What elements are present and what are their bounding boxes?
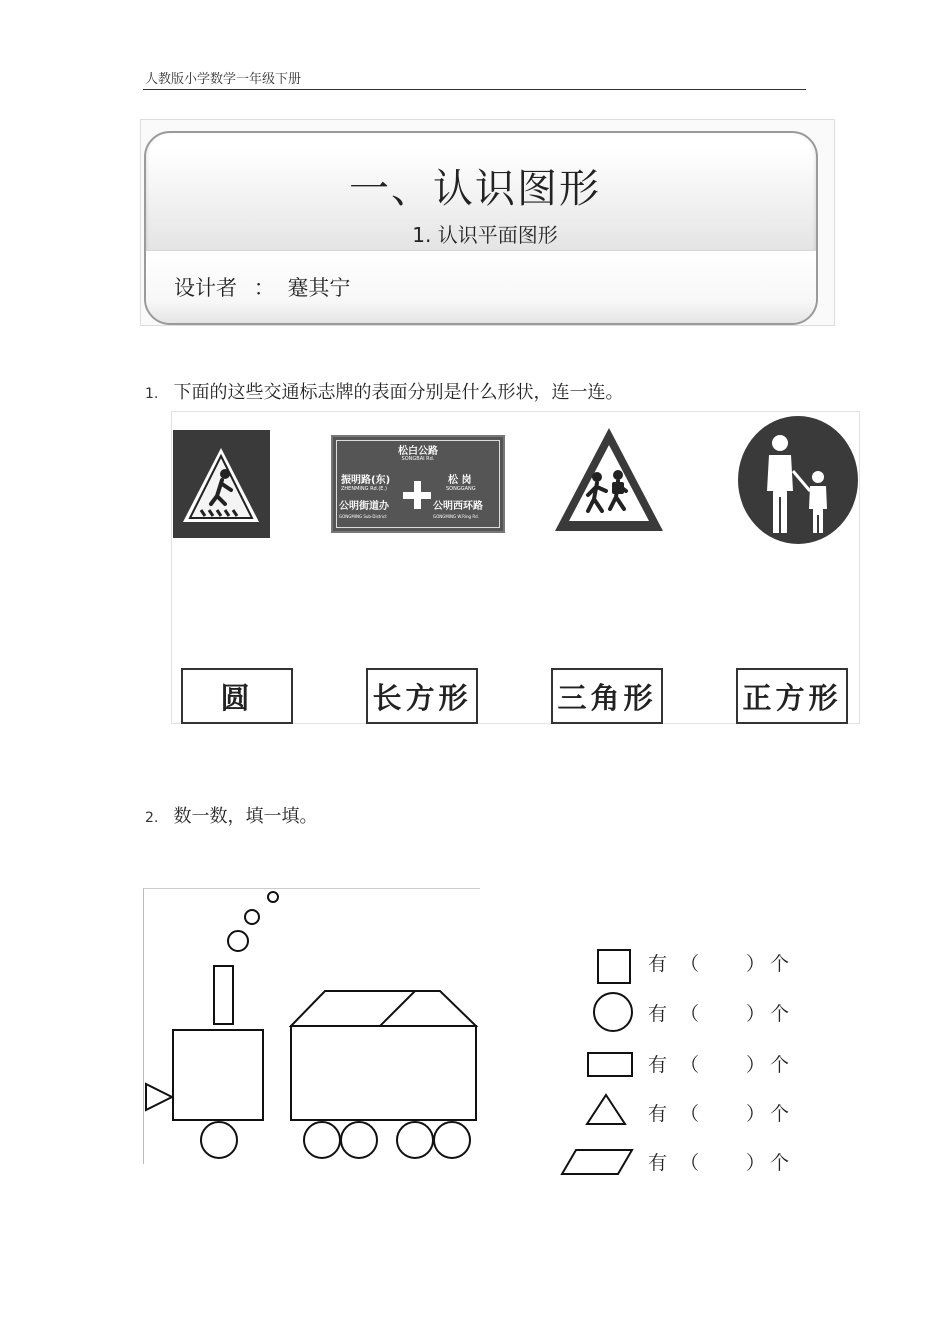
- guide-left-en2: GONGMING Sub-District: [339, 514, 387, 519]
- guide-right-en2: GONGMING W.Ring Rd.: [433, 514, 479, 519]
- designer-name: 蹇其宁: [287, 276, 351, 300]
- front-triangle: [146, 1084, 172, 1110]
- question-1-number: 1.: [145, 386, 159, 402]
- carriage-wheel-2: [341, 1122, 377, 1158]
- guide-left-en: ZHENMING Rd.(E.): [341, 486, 387, 492]
- count-close-paren: ）: [746, 953, 766, 975]
- count-open-paren: （: [680, 1003, 700, 1025]
- count-unit: 个: [770, 1103, 790, 1125]
- count-open-paren: （: [680, 1054, 700, 1076]
- engine-wheel: [201, 1122, 237, 1158]
- pedestrian-sign-icon: [737, 415, 859, 545]
- guide-top-cn: 松白公路: [398, 446, 438, 457]
- question-1: [145, 378, 623, 404]
- count-row-circle: [560, 996, 820, 1030]
- train-figure: [143, 888, 479, 1163]
- count-close-paren: ）: [746, 1054, 766, 1076]
- chapter-title: 一、认识图形: [349, 166, 601, 212]
- count-close-paren: ）: [746, 1003, 766, 1025]
- crosswalk-sign-icon: [173, 430, 270, 538]
- question-2-number: 2.: [145, 810, 159, 826]
- section-title: 1. 认识平面图形: [412, 223, 558, 247]
- count-unit: 个: [770, 1003, 790, 1025]
- count-unit: 个: [770, 1152, 790, 1174]
- triangle-icon: [584, 1092, 628, 1128]
- count-row-rectangle: [560, 1047, 820, 1081]
- running-header: 人教版小学数学一年级下册: [145, 72, 302, 87]
- count-row-triangle: [560, 1096, 820, 1130]
- answer-box-square[interactable]: 正方形: [736, 668, 848, 724]
- guide-top-en: SONGBAI Rd.: [401, 456, 435, 462]
- guide-right-cn2: 公明西环路: [433, 501, 483, 512]
- count-you-label: 有: [648, 1103, 668, 1125]
- square-icon: [594, 949, 634, 985]
- answer-box-circle[interactable]: 圆: [181, 668, 293, 724]
- count-open-paren: （: [680, 1152, 700, 1174]
- count-unit: 个: [770, 1054, 790, 1076]
- count-row-square: [560, 946, 820, 980]
- answer-box-rectangle[interactable]: 长方形: [366, 668, 478, 724]
- count-you-label: 有: [648, 953, 668, 975]
- count-close-paren: ）: [746, 1152, 766, 1174]
- guide-right-en: SONGGANG: [446, 486, 476, 492]
- guide-sign: [331, 435, 505, 533]
- school-crossing-sign-icon: [552, 425, 666, 535]
- guide-right-cn: 松 岗: [448, 475, 472, 486]
- smoke-circle-small: [268, 892, 278, 902]
- question-1-text: 下面的这些交通标志牌的表面分别是什么形状，连一连。: [173, 382, 624, 403]
- guide-left-cn2: 公明街道办: [339, 501, 389, 512]
- roof-trapezoid: [291, 991, 476, 1026]
- count-you-label: 有: [648, 1003, 668, 1025]
- engine-square: [173, 1030, 263, 1120]
- designer-line: [174, 272, 350, 302]
- designer-label: 设计者: [174, 276, 237, 300]
- carriage-wheel-4: [434, 1122, 470, 1158]
- question-2-text: 数一数，填一填。: [173, 806, 318, 827]
- count-open-paren: （: [680, 953, 700, 975]
- smoke-circle-large: [228, 931, 248, 951]
- rectangle-icon: [585, 1050, 635, 1080]
- question-2: [145, 802, 317, 828]
- circle-icon: [590, 990, 636, 1034]
- designer-separator: ：: [253, 276, 275, 300]
- carriage-rectangle: [291, 1026, 476, 1120]
- roof-divider: [380, 991, 415, 1026]
- count-you-label: 有: [648, 1152, 668, 1174]
- header-rule: [143, 89, 806, 90]
- plus-icon: [401, 479, 433, 511]
- count-you-label: 有: [648, 1054, 668, 1076]
- smoke-circle-medium: [245, 910, 259, 924]
- guide-left-cn: 振明路(东): [341, 475, 391, 486]
- count-unit: 个: [770, 953, 790, 975]
- answer-box-triangle[interactable]: 三角形: [551, 668, 663, 724]
- carriage-wheel-1: [304, 1122, 340, 1158]
- count-close-paren: ）: [746, 1103, 766, 1125]
- parallelogram-icon: [560, 1145, 636, 1179]
- count-open-paren: （: [680, 1103, 700, 1125]
- count-row-parallelogram: [560, 1145, 820, 1179]
- carriage-wheel-3: [397, 1122, 433, 1158]
- chimney-rectangle: [214, 966, 233, 1024]
